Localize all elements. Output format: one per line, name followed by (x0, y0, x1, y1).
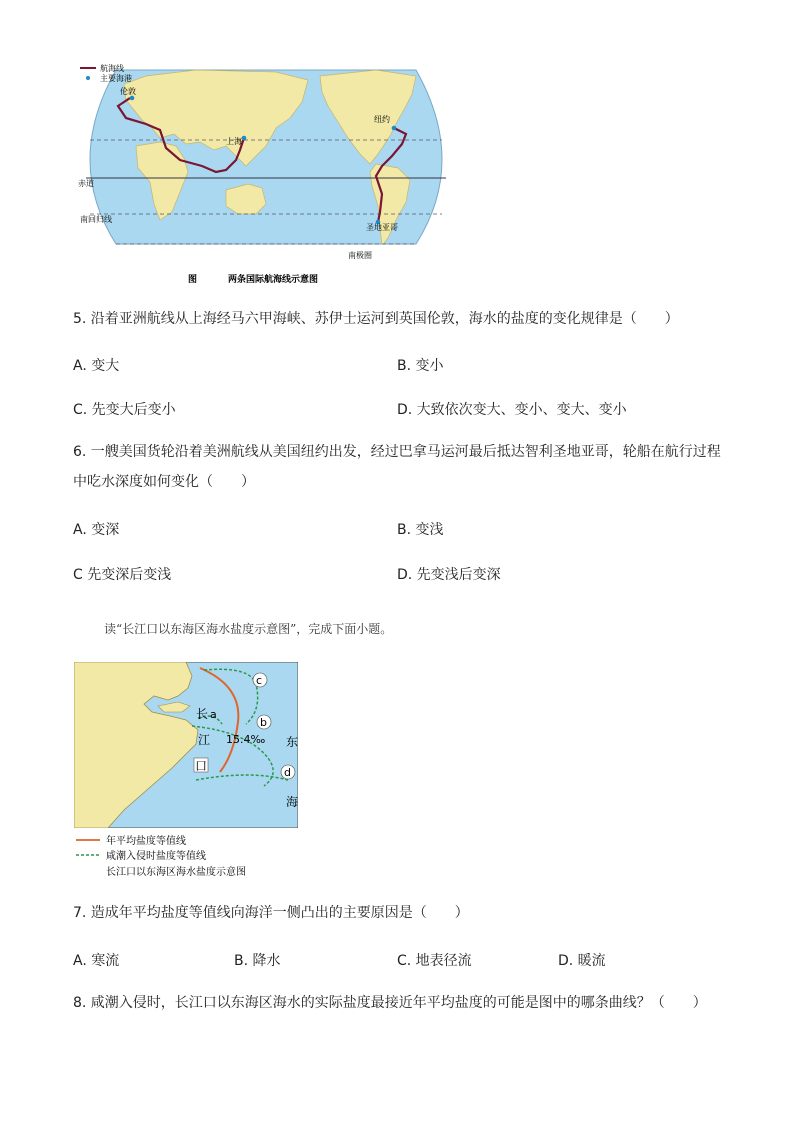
question-7-stem: 7. 造成年平均盐度等值线向海洋一侧凸出的主要原因是（ ） (73, 905, 469, 921)
port-shanghai (242, 136, 247, 141)
question-6-option-a[interactable]: A. 变深 (73, 522, 120, 538)
legend-tide-label: 咸潮入侵时盐度等值线 (106, 851, 206, 862)
label-london: 伦敦 (120, 87, 136, 96)
estuary-char-3: 口 (195, 759, 208, 773)
question-6-stem-line1: 6. 一艘美国货轮沿着美洲航线从美国纽约出发，经过巴拿马运河最后抵达智利圣地亚哥，轮船在航行过程 (73, 444, 721, 460)
salinity-legend (74, 834, 304, 880)
port-london (130, 96, 135, 101)
question-5-option-c[interactable]: C. 先变大后变小 (73, 402, 176, 418)
estuary-char-1: 长 (196, 707, 209, 721)
question-5-option-b[interactable]: B. 变小 (397, 358, 444, 374)
question-7-option-a[interactable]: A. 寒流 (73, 953, 120, 969)
label-south-polar: 南极圈 (348, 251, 372, 260)
question-7-option-c[interactable]: C. 地表径流 (397, 953, 472, 969)
sea-char-2: 海 (286, 795, 298, 809)
estuary-char-2: 江 (198, 733, 211, 747)
label-d: d (284, 766, 291, 779)
label-a: a (210, 708, 217, 721)
figure1-caption-label: 图 (188, 275, 198, 285)
question-6-option-d[interactable]: D. 先变浅后变深 (397, 567, 501, 583)
label-c: c (256, 674, 263, 687)
label-b: b (260, 716, 267, 729)
question-5-stem: 5. 沿着亚洲航线从上海经马六甲海峡、苏伊士运河到英国伦敦，海水的盐度的变化规律是（ ） (73, 311, 679, 327)
reading-prompt: 读“长江口以东海区海水盐度示意图”，完成下面小题。 (104, 622, 393, 636)
figure2-caption: 长江口以东海区海水盐度示意图 (106, 867, 246, 878)
question-6-stem-line2: 中吃水深度如何变化（ ） (73, 474, 255, 490)
question-5-option-d[interactable]: D. 大致依次变大、变小、变大、变小 (397, 402, 627, 418)
question-6-option-b[interactable]: B. 变浅 (397, 522, 444, 538)
port-newyork (392, 126, 397, 131)
question-6-option-c[interactable]: C 先变深后变浅 (73, 567, 172, 583)
australia (226, 184, 266, 214)
legend-port-label: 主要海港 (100, 74, 132, 83)
sea-char-1: 东 (286, 735, 298, 749)
label-shanghai: 上海 (226, 137, 242, 146)
world-shipping-map (76, 62, 456, 290)
label-santiago: 圣地亚哥 (366, 223, 398, 232)
figure1-caption: 两条国际航海线示意图 (228, 275, 319, 285)
salinity-value: 15.4‰ (226, 733, 266, 746)
legend-annual-label: 年平均盐度等值线 (106, 836, 186, 847)
label-equator: 赤道 (78, 179, 94, 188)
question-7-option-b[interactable]: B. 降水 (234, 953, 281, 969)
question-5-option-a[interactable]: A. 变大 (73, 358, 120, 374)
salinity-map (74, 662, 298, 828)
legend-port-swatch (86, 76, 90, 80)
label-newyork: 纽约 (374, 115, 390, 124)
question-8-stem: 8. 咸潮入侵时，长江口以东海区海水的实际盐度最接近年平均盐度的可能是图中的哪条曲线？（ ） (73, 995, 707, 1011)
legend-route-label: 航海线 (100, 64, 124, 73)
question-7-option-d[interactable]: D. 暖流 (558, 953, 606, 969)
label-south-tropic: 南回归线 (80, 215, 112, 224)
